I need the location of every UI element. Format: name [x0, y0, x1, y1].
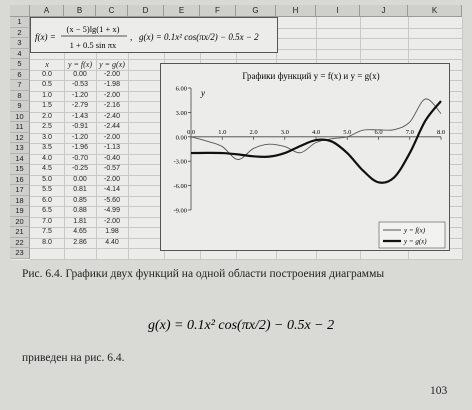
table-cell[interactable]: -5.60 [104, 196, 120, 204]
page-number: 103 [430, 385, 448, 397]
table-cell[interactable]: 0.88 [73, 207, 87, 214]
table-cell[interactable]: 6.0 [42, 196, 52, 204]
y-tick-label: 3.00 [175, 109, 187, 117]
y-tick-label: 0.00 [175, 134, 187, 142]
table-cell[interactable]: -0.25 [72, 165, 88, 172]
table-cell[interactable]: 1.5 [42, 102, 52, 109]
table-cell[interactable]: 4.0 [42, 154, 52, 162]
x-tick-label: 1.0 [218, 128, 227, 136]
row-header-15[interactable]: 15 [10, 164, 30, 175]
figure-caption: Рис. 6.4. Графики двух функций на одной области построения диаграммы [22, 268, 385, 280]
table-cell[interactable]: -2.44 [104, 123, 120, 130]
table-cell[interactable]: -2.00 [104, 217, 120, 225]
row-header-17[interactable]: 17 [10, 185, 30, 196]
table-cell[interactable]: 1.98 [105, 228, 119, 235]
column-header-i[interactable]: I [316, 5, 360, 17]
x-tick-label: 4.0 [311, 128, 321, 136]
table-cell[interactable]: 4.40 [105, 238, 119, 246]
table-cell[interactable]: 1.0 [42, 91, 52, 99]
legend-label: y = g(x) [404, 237, 427, 246]
table-header-cell[interactable]: x [45, 60, 49, 69]
table-cell[interactable]: -0.70 [72, 154, 88, 162]
table-cell[interactable]: 7.5 [42, 228, 52, 235]
row-header-11[interactable]: 11 [10, 122, 30, 133]
table-cell[interactable]: 5.0 [42, 175, 52, 183]
grid-col-line [462, 17, 463, 260]
table-cell[interactable]: -1.13 [104, 144, 120, 151]
row-header-18[interactable]: 18 [10, 196, 30, 207]
table-header-cell[interactable]: y = f(x) [67, 60, 93, 69]
formula-cell[interactable] [30, 17, 278, 53]
table-cell[interactable]: 1.81 [73, 217, 87, 225]
table-cell[interactable]: 8.0 [42, 238, 52, 246]
table-cell[interactable]: -1.43 [72, 112, 88, 120]
table-cell[interactable]: 0.00 [73, 70, 87, 78]
row-header-13[interactable]: 13 [10, 143, 30, 154]
table-cell[interactable]: 6.5 [42, 207, 52, 214]
select-all-corner[interactable] [10, 5, 30, 17]
table-header-cell[interactable]: y = g(x) [99, 60, 125, 69]
table-cell[interactable]: 0.5 [42, 81, 52, 88]
column-header-j[interactable]: J [360, 5, 408, 17]
row-header-4[interactable]: 4 [10, 49, 30, 60]
column-header-c[interactable]: C [96, 5, 128, 17]
column-header-g[interactable]: G [236, 5, 276, 17]
table-cell[interactable]: -2.40 [104, 112, 120, 120]
table-cell[interactable]: -0.53 [72, 81, 88, 88]
formula-svg [31, 18, 279, 54]
column-header-e[interactable]: E [164, 5, 200, 17]
table-cell[interactable]: -2.79 [72, 102, 88, 109]
x-tick-label: 2.0 [249, 128, 258, 136]
x-tick-label: 5.0 [343, 128, 352, 136]
equation [148, 305, 348, 350]
table-cell[interactable]: -2.16 [104, 102, 120, 109]
row-header-21[interactable]: 21 [10, 227, 30, 238]
column-header-k[interactable]: K [408, 5, 462, 17]
row-header-5[interactable]: 5 [10, 59, 30, 70]
table-cell[interactable]: 2.86 [73, 238, 87, 246]
row-header-19[interactable]: 19 [10, 206, 30, 217]
column-header-h[interactable]: H [276, 5, 316, 17]
table-cell[interactable]: 0.81 [73, 186, 87, 193]
row-header-10[interactable]: 10 [10, 112, 30, 123]
table-cell[interactable]: -2.00 [104, 133, 120, 141]
row-header-23[interactable]: 23 [10, 248, 30, 259]
equation-svg [148, 305, 348, 345]
row-header-1[interactable]: 1 [10, 17, 30, 28]
row-header-6[interactable]: 6 [10, 70, 30, 81]
series-line-g [191, 101, 441, 183]
table-cell[interactable]: 2.0 [42, 112, 52, 120]
table-cell[interactable]: 4.5 [42, 165, 52, 172]
spreadsheet [10, 5, 462, 260]
table-cell[interactable]: 7.0 [42, 217, 52, 225]
chart-title: Графики функций y = f(x) и y = g(x) [242, 71, 380, 81]
formula-f-denominator: 1 + 0.5 sin πx [69, 40, 117, 50]
table-cell[interactable]: -1.20 [72, 133, 88, 141]
legend [379, 222, 445, 248]
formula-separator: , [130, 32, 133, 42]
body-text: приведен на рис. 6.4. [22, 352, 125, 364]
row-header-22[interactable]: 22 [10, 238, 30, 249]
x-tick-label: 8.0 [436, 128, 446, 136]
table-cell[interactable]: -0.57 [104, 165, 120, 172]
row-header-20[interactable]: 20 [10, 217, 30, 228]
table-cell[interactable]: -1.96 [72, 144, 88, 151]
formula-f-lhs: f(x) = [35, 32, 56, 42]
equation-text: g(x) = 0.1x² cos(πx/2) − 0.5x − 2 [148, 318, 335, 333]
table-cell[interactable]: 0.00 [73, 175, 87, 183]
y-tick-label: -9.00 [173, 207, 187, 215]
y-tick-label: 6.00 [175, 85, 187, 93]
x-tick-label: 3.0 [280, 128, 289, 136]
table-cell[interactable]: -4.99 [104, 207, 120, 214]
row-header-3[interactable]: 3 [10, 38, 30, 49]
table-cell[interactable]: -0.91 [72, 123, 88, 130]
legend-label: y = f(x) [404, 226, 426, 235]
plot-area [173, 86, 445, 215]
y-axis-label: y [201, 88, 205, 98]
table-cell[interactable]: 5.5 [42, 186, 52, 193]
column-header-a[interactable]: A [30, 5, 64, 17]
table-cell[interactable]: 4.65 [73, 228, 87, 235]
column-header-d[interactable]: D [128, 5, 164, 17]
x-tick-label: 0.0 [186, 128, 196, 136]
table-cell[interactable]: 0.0 [42, 70, 52, 78]
formula-g: g(x) = 0.1x² cos(πx/2) − 0.5x − 2 [139, 32, 259, 42]
table-cell[interactable]: -2.00 [104, 70, 120, 78]
row-header-12[interactable]: 12 [10, 133, 30, 144]
formula-f-numerator: (x − 5)lg(1 + x) [66, 24, 120, 34]
column-header-b[interactable]: B [64, 5, 96, 17]
row-header-16[interactable]: 16 [10, 175, 30, 186]
table-cell[interactable]: -1.98 [104, 81, 120, 88]
table-cell[interactable]: 0.85 [73, 196, 87, 204]
table-cell[interactable]: -4.14 [104, 186, 120, 193]
row-header-8[interactable]: 8 [10, 91, 30, 102]
table-cell[interactable]: 3.0 [42, 133, 52, 141]
grid-row-line [30, 259, 462, 260]
row-header-2[interactable]: 2 [10, 28, 30, 39]
table-cell[interactable]: -1.20 [72, 91, 88, 99]
table-cell[interactable]: -2.00 [104, 91, 120, 99]
table-cell[interactable]: -0.40 [104, 154, 120, 162]
column-header-f[interactable]: F [200, 5, 236, 17]
row-header-9[interactable]: 9 [10, 101, 30, 112]
x-tick-label: 6.0 [374, 128, 383, 136]
table-cell[interactable]: 2.5 [42, 123, 52, 130]
y-tick-label: -3.00 [173, 158, 187, 166]
row-header-7[interactable]: 7 [10, 80, 30, 91]
table-cell[interactable]: 3.5 [42, 144, 52, 151]
x-tick-label: 7.0 [405, 128, 414, 136]
y-tick-label: -6.00 [173, 183, 187, 191]
row-header-14[interactable]: 14 [10, 154, 30, 165]
chart-area[interactable] [160, 63, 450, 251]
table-cell[interactable]: -2.00 [104, 175, 120, 183]
chart-svg [161, 64, 451, 252]
